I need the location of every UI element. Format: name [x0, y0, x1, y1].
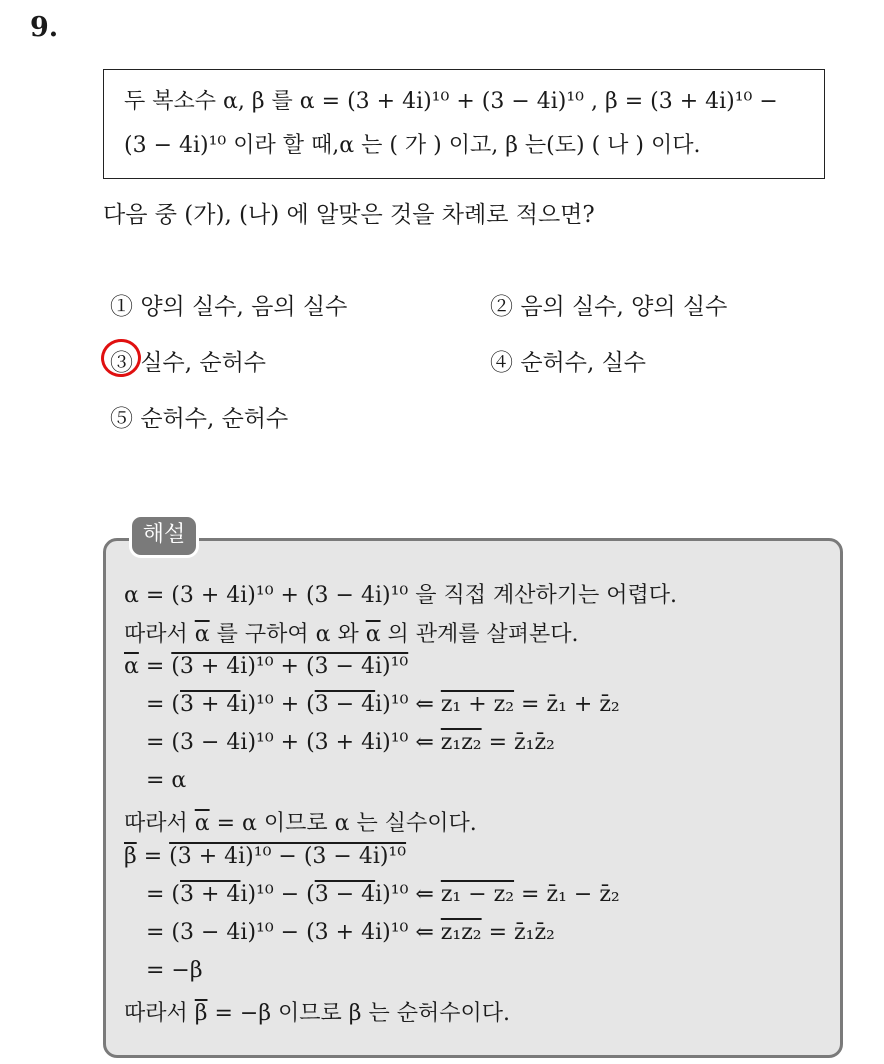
choice-number: ② — [490, 294, 513, 320]
choice-5[interactable] — [110, 400, 288, 433]
solution-line: 따라서 $\overline{\beta} = -\beta$ 이므로 β 는 순허수이다. — [124, 1001, 510, 1026]
solution-line: $\overline{\alpha} = (3 + 4i)^{10} + (3 - 4i)^{10}$ — [124, 654, 409, 679]
choice-4[interactable] — [490, 344, 646, 377]
choice-number: ③ — [110, 350, 133, 376]
question-box — [103, 69, 825, 179]
question-number: 9. — [30, 12, 59, 43]
solution-line: = (3 + 4i)¹⁰ − (3 − 4i)¹⁰ ⇐ z₁ − z₂ = z̄₁ − z̄₂ — [146, 882, 620, 907]
solution-line: = (3 − 4i)¹⁰ + (3 + 4i)¹⁰ ⇐ z₁z₂ = z̄₁z̄₂ — [146, 730, 555, 755]
solution-box — [103, 538, 843, 1058]
solution-line: α = (3 + 4i)¹⁰ + (3 − 4i)¹⁰ 을 직접 계산하기는 어렵다. — [124, 583, 677, 608]
choice-number: ① — [110, 294, 133, 320]
choice-number: ④ — [490, 350, 513, 376]
question-box-line: (3 − 4i)¹⁰ 이라 할 때,α 는 ( 가 ) 이고, β 는(도) ( 나 ) 이다. — [124, 133, 701, 158]
choice-text: 양의 실수, 음의 실수 — [140, 294, 348, 320]
question-prompt: 다음 중 (가), (나) 에 알맞은 것을 차례로 적으면? — [103, 202, 595, 228]
solution-tab: 해설 — [129, 514, 199, 558]
solution-line: = α — [146, 768, 187, 793]
question-box-line: 두 복소수 α, β 를 α = (3 + 4i)¹⁰ + (3 − 4i)¹⁰ , β = (3 + 4i)¹⁰ − — [124, 89, 778, 114]
solution-line: = (3 − 4i)¹⁰ − (3 + 4i)¹⁰ ⇐ z₁z₂ = z̄₁z̄₂ — [146, 920, 555, 945]
choice-1[interactable] — [110, 288, 347, 321]
solution-line: $\overline{\beta} = (3 + 4i)^{10} - (3 - 4i)^{10}$ — [124, 844, 407, 869]
choice-text: 순허수, 순허수 — [140, 406, 289, 432]
choice-text: 순허수, 실수 — [520, 350, 647, 376]
solution-line: 따라서 $\overline{\alpha}$ 를 구하여 α 와 $\overline{\alpha}$ 의 관계를 살펴본다. — [124, 622, 579, 647]
solution-line: = (3 + 4i)¹⁰ + (3 − 4i)¹⁰ ⇐ z₁ + z₂ = z̄₁ + z̄₂ — [146, 692, 620, 717]
choice-number: ⑤ — [110, 406, 133, 432]
solution-line: = −β — [146, 958, 203, 983]
solution-line: 따라서 $\overline{\alpha} = \alpha$ 이므로 α 는 실수이다. — [124, 811, 477, 836]
choice-2[interactable] — [490, 288, 727, 321]
choice-text: 음의 실수, 양의 실수 — [520, 294, 728, 320]
choice-text: 실수, 순허수 — [140, 350, 267, 376]
